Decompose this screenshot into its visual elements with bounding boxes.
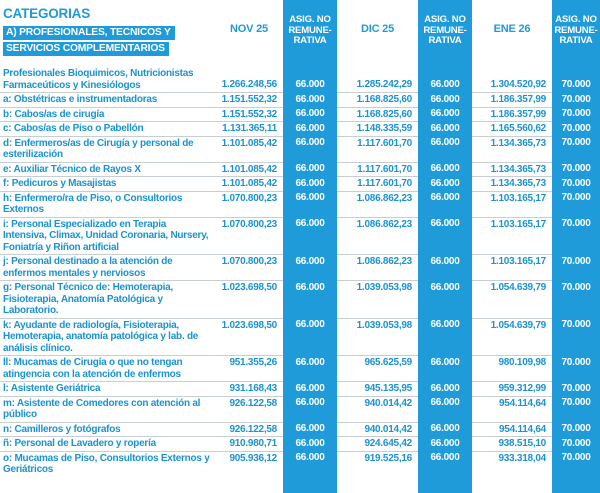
nov25-value-cell: 1.023.698,50 [215,318,283,356]
nov25-value-cell: 1.023.698,50 [215,281,283,319]
ene26-value-cell: 1.103.165,17 [472,217,552,255]
ene26-value-cell: 933.318,04 [498,452,546,464]
col-header-asig-ene: ASIG. NO REMUNE- RATIVA [552,0,600,67]
page-title: CATEGORIAS [3,6,91,21]
category-cell: f: Pedicuros y Masajistas [0,177,215,192]
asig-nov-value-cell: 66.000 [283,396,337,422]
nov25-value-cell: 1.266.248,56 [215,67,283,93]
nov25-value-cell: 1.101.085,42 [215,177,283,192]
asig-dic-value-cell: 66.000 [418,281,472,319]
ene26-value-cell: 1.165.560,62 [472,122,552,137]
ene26-value-cell: 1.134.365,73 [472,177,552,192]
category-cell: l: Asistente Geriátrica [0,382,215,397]
asig-nov-value-cell: 66.000 [283,217,337,255]
asig-ene-value-cell: 70.000 [552,422,600,437]
asig-dic-value-cell: 66.000 [418,122,472,137]
asig-nov-value-cell: 66.000 [283,356,337,382]
category-cell: a: Obstétricas e instrumentadoras [0,93,215,108]
asig-ene-value-cell: 70.000 [552,93,600,108]
dic25-value-cell: 919.525,16 [364,452,412,464]
nov25-value-cell: 910.980,71 [215,437,283,452]
asig-nov-value-cell: 66.000 [283,318,337,356]
asig-dic-value-cell: 66.000 [418,191,472,217]
dic25-value-cell: 1.168.825,60 [337,93,418,108]
ene26-value-cell: 1.186.357,99 [472,107,552,122]
nov25-value-cell: 926.122,58 [215,422,283,437]
asig-nov-value-cell: 66.000 [283,191,337,217]
ene26-value-cell: 1.103.165,17 [472,191,552,217]
dic25-value-cell: 1.086.862,23 [337,255,418,281]
category-cell: h: Enfermero/ra de Piso, o Consultorios Externos [0,191,215,217]
dic25-value-cell: 940.014,42 [337,396,418,422]
ene26-value-cell: 1.054.639,79 [472,281,552,319]
category-cell: e: Auxiliar Técnico de Rayos X [0,162,215,177]
ene26-value-cell: 1.134.365,73 [472,162,552,177]
dic25-value-cell: 945.135,95 [337,382,418,397]
ene26-value-cell: 1.134.365,73 [472,136,552,162]
asig-ene-value-cell: 70.000 [552,255,600,281]
section-badge-line1: A) PROFESIONALES, TECNICOS Y [3,26,175,40]
table-row [0,255,600,281]
table-row [0,437,600,452]
asig-nov-value-cell: 66.000 [283,162,337,177]
asig-dic-value-cell: 66.000 [418,356,472,382]
table-body [0,67,600,477]
table-row [0,177,600,192]
asig-nov-value-cell: 66.000 [283,437,337,452]
table-row [0,396,600,422]
nov25-value-cell: 905.936,12 [229,452,277,464]
asig-ene-value-cell: 70.000 [552,177,600,192]
asig-nov-value-cell: 66.000 [283,382,337,397]
asig-ene-value-cell: 70.000 [552,451,600,477]
asig-dic-value-cell: 66.000 [418,93,472,108]
asig-ene-value-cell: 70.000 [552,356,600,382]
asig-ene-value-cell: 70.000 [552,191,600,217]
asig-dic-value-cell: 66.000 [418,67,472,93]
nov25-value-cell: 951.355,26 [215,356,283,382]
table-row [0,191,600,217]
filler-band-cell [283,477,337,493]
nov25-value-cell: 1.101.085,42 [215,136,283,162]
asig-dic-value-cell: 66.000 [418,382,472,397]
asig-dic-value-cell: 66.000 [418,437,472,452]
asig-dic-value-cell: 66.000 [418,217,472,255]
asig-dic-value-cell: 66.000 [418,396,472,422]
categories-header-cell [0,0,215,67]
asig-ene-value-cell: 70.000 [552,281,600,319]
section-badge [3,26,215,58]
ene26-value-cell: 938.515,10 [472,437,552,452]
header-row [0,0,600,67]
asig-dic-value-cell: 66.000 [418,451,472,477]
category-cell: g: Personal Técnico de: Hemoterapia, Fisioterapia, Anatomía Patológica y Laboratorio. [0,281,215,319]
category-cell: c: Cabos/as de Piso o Pabellón [0,122,215,137]
table-row [0,136,600,162]
dic25-value-cell: 1.285.242,29 [337,67,418,93]
nov25-value-cell: 1.070.800,23 [215,217,283,255]
col-header-ene26: ENE 26 [493,23,531,35]
col-header-asig-nov: ASIG. NO REMUNE- RATIVA [283,0,337,67]
section-badge-line2: SERVICIOS COMPLEMENTARIOS [3,42,169,56]
nov25-value-cell: 931.168,43 [215,382,283,397]
table-row [0,122,600,137]
asig-ene-value-cell: 70.000 [552,122,600,137]
table-row [0,67,600,93]
dic25-value-cell: 1.039.053,98 [337,281,418,319]
nov25-value-cell: 1.070.800,23 [215,191,283,217]
asig-dic-value-cell: 66.000 [418,177,472,192]
col-header-nov25: NOV 25 [230,23,268,35]
ene26-value-cell: 980.109,98 [472,356,552,382]
asig-nov-value-cell: 66.000 [283,136,337,162]
table-row [0,451,600,477]
dic25-value-cell: 965.625,59 [337,356,418,382]
filler-band-cell [418,477,472,493]
asig-ene-value-cell: 70.000 [552,136,600,162]
category-cell: b: Cabos/as de cirugía [0,107,215,122]
asig-dic-value-cell: 66.000 [418,422,472,437]
asig-dic-value-cell: 66.000 [418,107,472,122]
nov25-value-cell: 1.070.800,23 [215,255,283,281]
dic25-value-cell: 1.168.825,60 [337,107,418,122]
table-row [0,382,600,397]
dic25-value-cell: 924.645,42 [337,437,418,452]
filler-band-cell [552,477,600,493]
ene26-value-cell: 954.114,64 [472,422,552,437]
filler-cell [472,477,552,493]
table-row [0,281,600,319]
dic25-value-cell: 1.086.862,23 [337,217,418,255]
category-cell: m: Asistente de Comedores con atención al público [0,396,215,422]
asig-nov-value-cell: 66.000 [283,422,337,437]
dic25-value-cell: 940.014,42 [337,422,418,437]
table-row [0,93,600,108]
asig-nov-value-cell: 66.000 [283,122,337,137]
table-row [0,356,600,382]
bottom-filler-row [0,477,600,493]
col-header-dic25: DIC 25 [360,23,395,35]
category-cell: d: Enfermeros/as de Cirugía y personal de esterilización [0,136,215,162]
dic25-value-cell: 1.117.601,70 [337,177,418,192]
asig-ene-value-cell: 70.000 [552,67,600,93]
category-cell: ñ: Personal de Lavadero y ropería [0,437,215,452]
table-row [0,422,600,437]
table-row [0,217,600,255]
category-cell: ll: Mucamas de Cirugía o que no tengan atingencia con la atención de enfermos [0,356,215,382]
asig-nov-value-cell: 66.000 [283,451,337,477]
asig-ene-value-cell: 70.000 [552,318,600,356]
ene26-value-cell: 1.186.357,99 [472,93,552,108]
asig-dic-value-cell: 66.000 [418,255,472,281]
asig-nov-value-cell: 66.000 [283,107,337,122]
nov25-value-cell: 1.101.085,42 [215,162,283,177]
ene26-value-cell: 1.304.520,92 [472,67,552,93]
table-row [0,107,600,122]
table-row [0,318,600,356]
dic25-value-cell: 1.039.053,98 [337,318,418,356]
asig-ene-value-cell: 70.000 [552,396,600,422]
nov25-value-cell: 1.151.552,32 [215,107,283,122]
table-row [0,162,600,177]
asig-nov-value-cell: 66.000 [283,177,337,192]
asig-ene-value-cell: 70.000 [552,217,600,255]
category-cell: Profesionales Bioquimicos, Nutricionistas Farmaceúticos y Kinesiólogos [0,67,215,93]
nov25-value-cell: 926.122,58 [215,396,283,422]
category-cell: j: Personal destinado a la atención de enfermos mentales y nerviosos [0,255,215,281]
asig-nov-value-cell: 66.000 [283,93,337,108]
nov25-value-cell: 1.151.552,32 [215,93,283,108]
ene26-value-cell: 1.054.639,79 [472,318,552,356]
asig-ene-value-cell: 70.000 [552,437,600,452]
ene26-value-cell: 959.312,99 [472,382,552,397]
filler-cell [0,477,215,493]
col-header-asig-dic: ASIG. NO REMUNE- RATIVA [418,0,472,67]
nov25-value-cell: 1.131.365,11 [215,122,283,137]
asig-nov-value-cell: 66.000 [283,67,337,93]
category-cell: i: Personal Especializado en Terapia Intensiva, Climax, Unidad Coronaria, Nursery, Foniatría y Riñon artificial [0,217,215,255]
category-cell: k: Ayudante de radiología, Fisioterapia, Hemoterapia, anatomía patológica y lab. de análisis clínico. [0,318,215,356]
asig-nov-value-cell: 66.000 [283,281,337,319]
asig-nov-value-cell: 66.000 [283,255,337,281]
ene26-value-cell: 1.103.165,17 [472,255,552,281]
filler-cell [215,477,283,493]
ene26-value-cell: 954.114,64 [472,396,552,422]
dic25-value-cell: 1.086.862,23 [337,191,418,217]
asig-dic-value-cell: 66.000 [418,136,472,162]
asig-ene-value-cell: 70.000 [552,162,600,177]
asig-dic-value-cell: 66.000 [418,162,472,177]
asig-ene-value-cell: 70.000 [552,382,600,397]
filler-cell [337,477,418,493]
category-cell: o: Mucamas de Piso, Consultorios Externos y Geriátricos [3,452,210,475]
dic25-value-cell: 1.117.601,70 [337,162,418,177]
category-cell: n: Camilleros y fotógrafos [0,422,215,437]
asig-dic-value-cell: 66.000 [418,318,472,356]
asig-ene-value-cell: 70.000 [552,107,600,122]
dic25-value-cell: 1.148.335,59 [337,122,418,137]
dic25-value-cell: 1.117.601,70 [337,136,418,162]
